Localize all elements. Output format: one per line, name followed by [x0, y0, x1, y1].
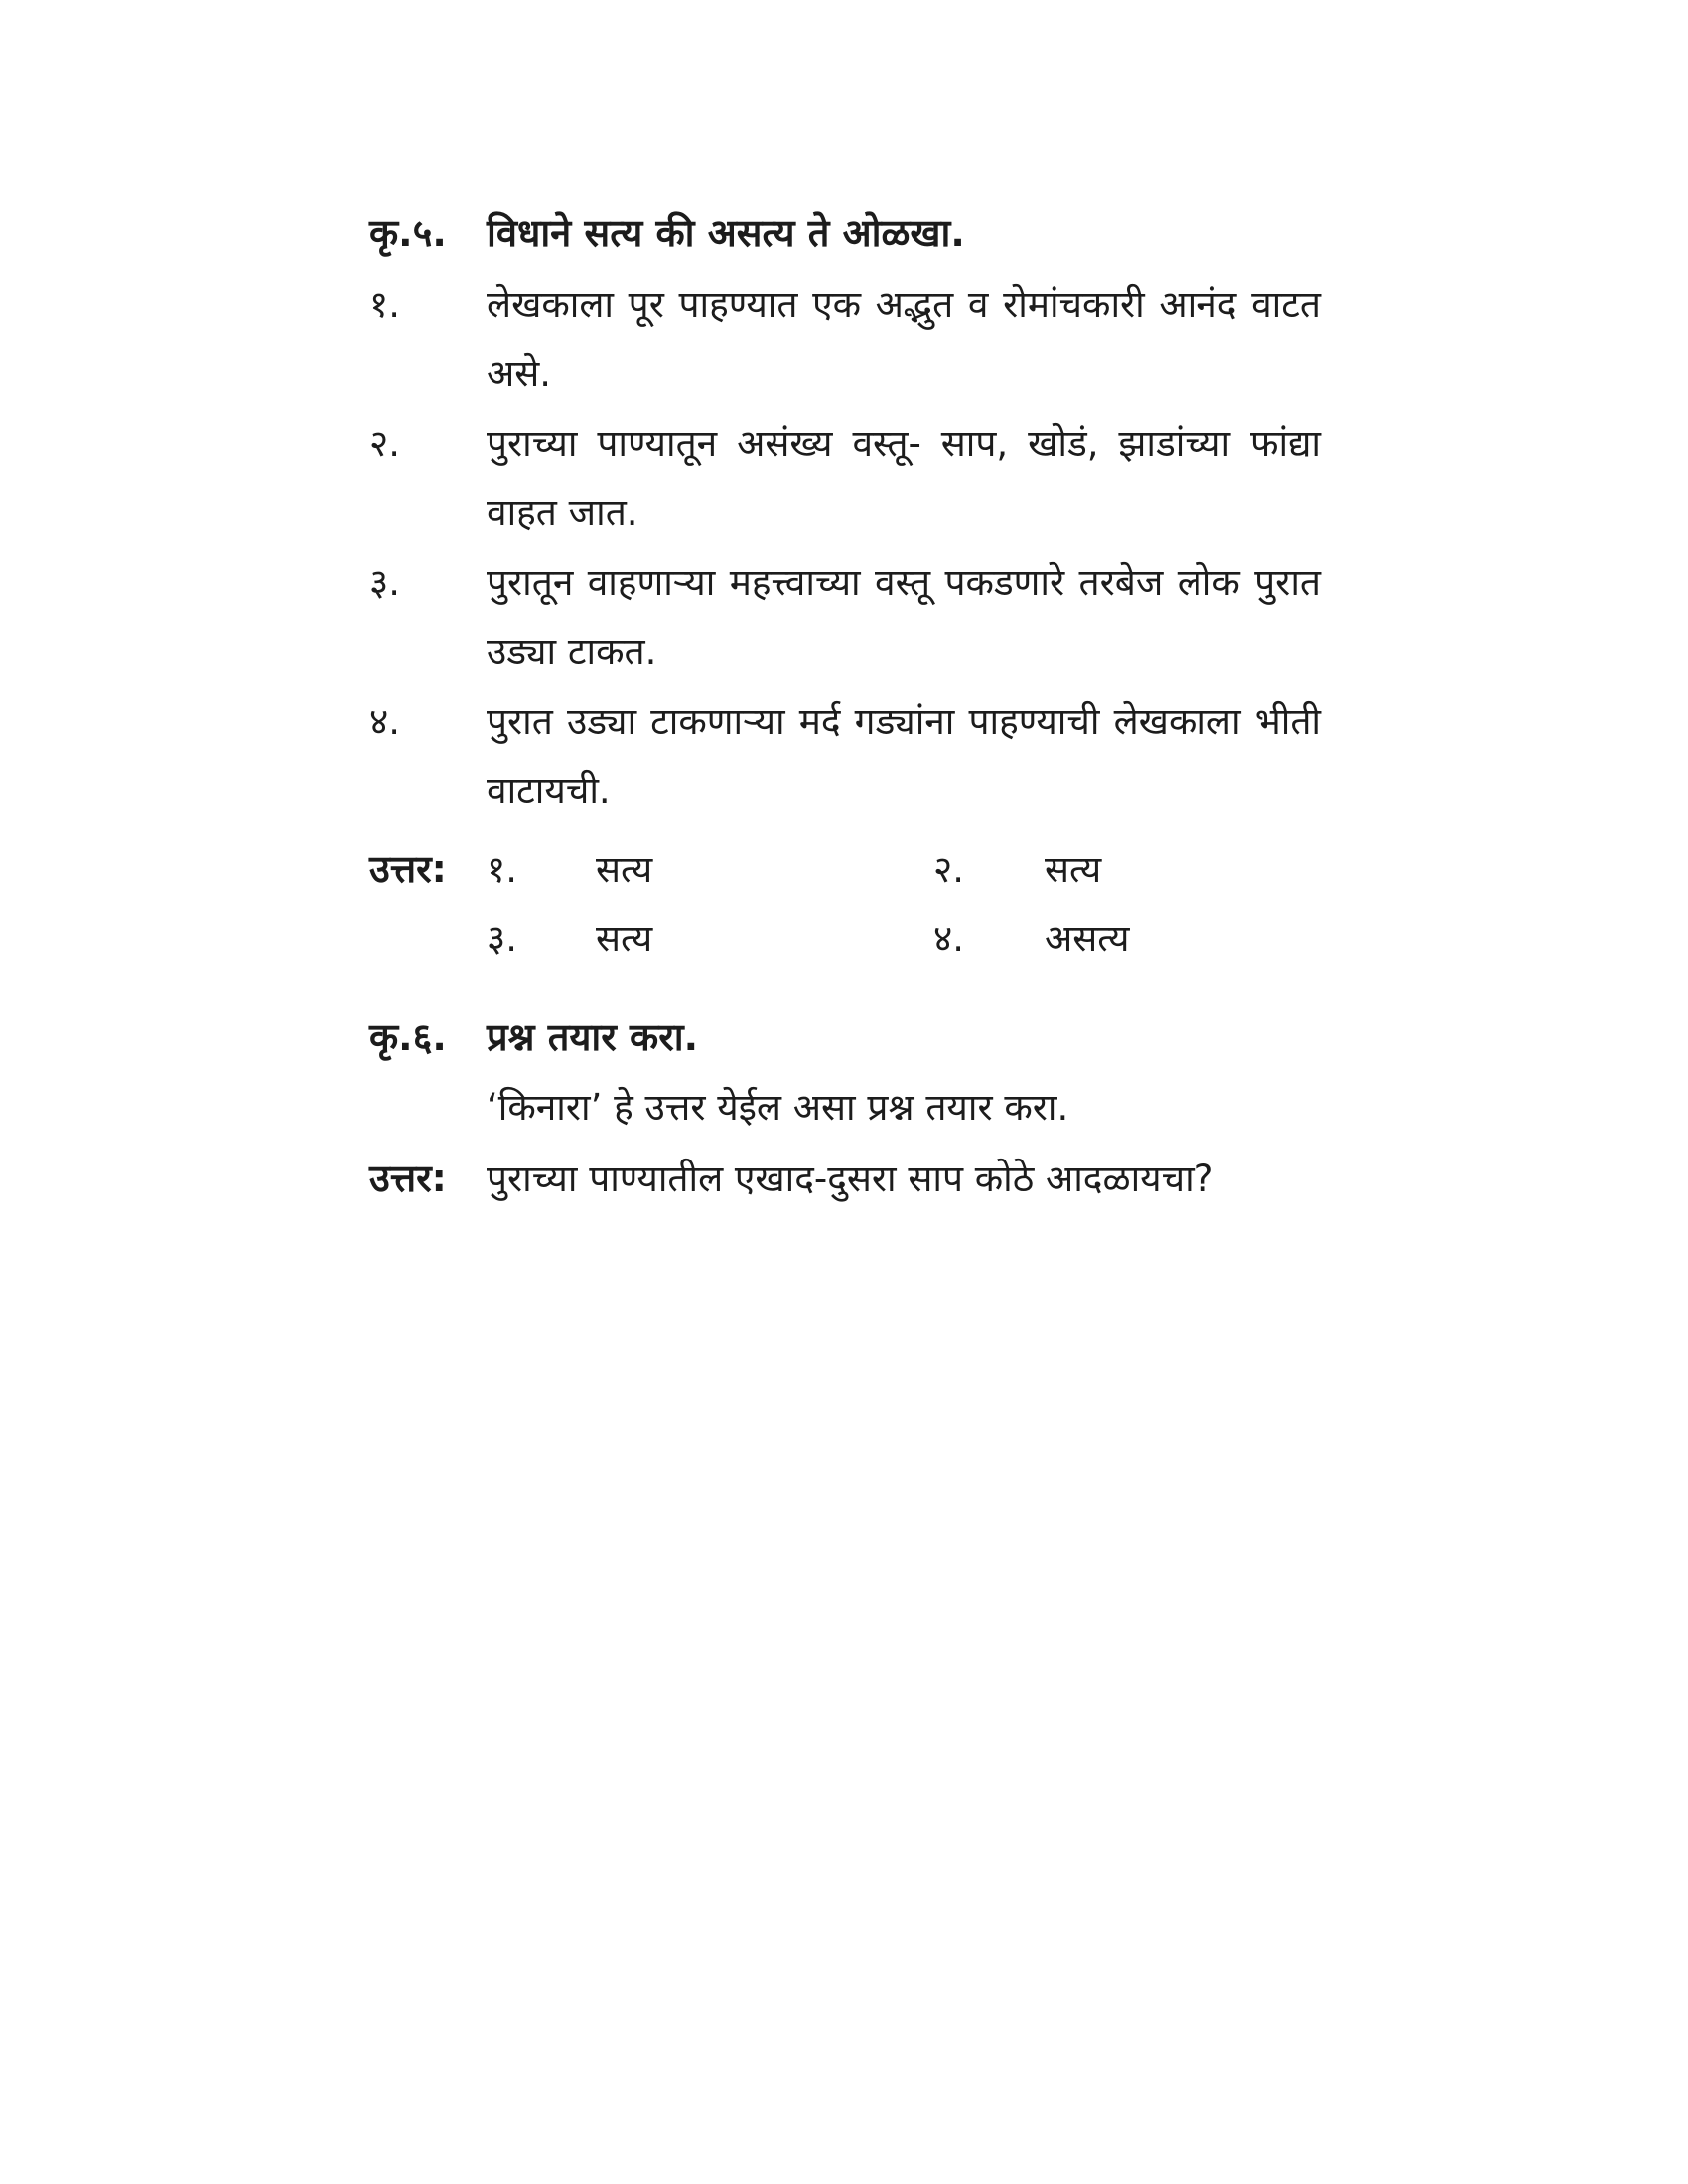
q6-instruction: ‘किनारा’ हे उत्तर येईल असा प्रश्न तयार करा.: [487, 1086, 1069, 1129]
answer-value: सत्य: [1045, 848, 1102, 890]
answer-value: असत्य: [1045, 917, 1130, 960]
q6-answer-label: उत्तर:: [369, 1157, 447, 1200]
statement-text: लेखकाला पूर पाहण्यात एक अद्भुत व रोमांचकारी आनंद वाटत असे.: [487, 283, 1321, 395]
statement-text: पुरातून वाहणाऱ्या महत्त्वाच्या वस्तू पकडणारे तरबेज लोक पुरात उड्या टाकत.: [487, 561, 1321, 673]
q5-statement-4: [369, 687, 1323, 826]
q6-heading: [369, 1011, 698, 1062]
q6-answer: पुराच्या पाण्यातील एखाद-दुसरा साप कोठे आदळायचा?: [487, 1158, 1214, 1200]
q5-answer-label: उत्तर:: [369, 847, 447, 890]
answer-value: सत्य: [596, 917, 653, 960]
answer-value: सत्य: [596, 848, 653, 890]
answer-number: २.: [933, 848, 965, 890]
statement-number: १.: [369, 283, 401, 326]
statement-number: ४.: [369, 700, 401, 743]
answer-number: ४.: [933, 917, 965, 960]
q5-statement-2: [369, 409, 1323, 548]
q5-title: विधाने सत्य की असत्य ते ओळखा.: [487, 211, 965, 255]
q5-statement-3: [369, 548, 1323, 687]
q5-heading: [369, 206, 965, 258]
statement-number: ३.: [369, 561, 401, 604]
answer-number: १.: [487, 848, 518, 890]
q6-number: कृ.६.: [369, 1016, 447, 1059]
q5-statement-1: [369, 270, 1323, 409]
statement-number: २.: [369, 422, 401, 465]
q6-title: प्रश्न तयार करा.: [487, 1016, 699, 1059]
q5-number: कृ.५.: [369, 211, 447, 255]
statement-text: पुरात उड्या टाकणाऱ्या मर्द गड्यांना पाहण्याची लेखकाला भीती वाटायची.: [487, 700, 1321, 812]
answer-number: ३.: [487, 917, 518, 960]
statement-text: पुराच्या पाण्यातून असंख्य वस्तू- साप, खोडं, झाडांच्या फांद्या वाहत जात.: [487, 422, 1321, 534]
